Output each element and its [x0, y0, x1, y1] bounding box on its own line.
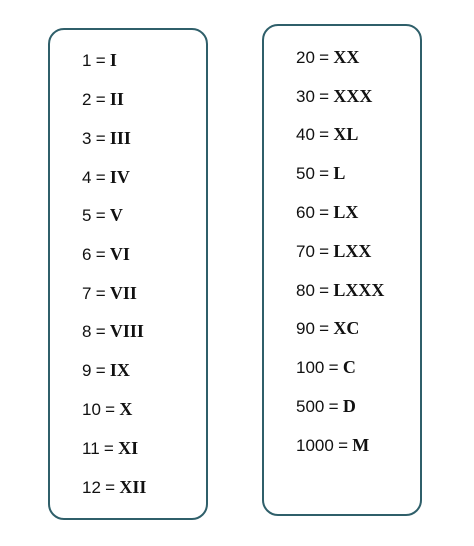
numeral-row	[82, 167, 130, 188]
numeral-row	[296, 396, 356, 417]
equals-sign: =	[95, 322, 106, 341]
equals-sign: =	[95, 361, 106, 380]
roman-numeral: C	[342, 357, 356, 377]
arabic-number: 5	[82, 206, 92, 225]
equals-sign: =	[319, 203, 330, 222]
arabic-number: 6	[82, 245, 92, 264]
numeral-row	[82, 283, 137, 304]
roman-numeral: XC	[333, 318, 360, 338]
numeral-row	[82, 244, 130, 265]
numeral-row	[82, 205, 123, 226]
numeral-row	[82, 89, 124, 110]
roman-numeral: I	[109, 50, 117, 70]
arabic-number: 8	[82, 322, 92, 341]
numeral-row	[296, 86, 372, 107]
equals-sign: =	[95, 90, 106, 109]
arabic-number: 3	[82, 129, 92, 148]
equals-sign: =	[95, 284, 106, 303]
roman-numeral: LXX	[333, 241, 372, 261]
roman-numeral: VI	[109, 244, 130, 264]
numeral-row	[82, 50, 117, 71]
roman-numeral: X	[119, 399, 133, 419]
arabic-number: 20	[296, 48, 315, 67]
arabic-number: 60	[296, 203, 315, 222]
equals-sign: =	[328, 397, 339, 416]
equals-sign: =	[103, 439, 114, 458]
roman-numeral: II	[109, 89, 124, 109]
roman-numeral: LXXX	[333, 280, 385, 300]
arabic-number: 4	[82, 168, 92, 187]
equals-sign: =	[328, 358, 339, 377]
roman-numeral: D	[342, 396, 356, 416]
numeral-row	[82, 399, 132, 420]
roman-numeral: XX	[333, 47, 360, 67]
numeral-row	[296, 202, 358, 223]
arabic-number: 9	[82, 361, 92, 380]
equals-sign: =	[95, 206, 106, 225]
equals-sign: =	[319, 242, 330, 261]
numeral-row	[296, 163, 345, 184]
equals-sign: =	[95, 245, 106, 264]
arabic-number: 30	[296, 87, 315, 106]
roman-numeral: LX	[333, 202, 359, 222]
roman-numeral: VIII	[109, 321, 144, 341]
roman-numeral: III	[109, 128, 131, 148]
equals-sign: =	[105, 478, 116, 497]
numeral-row	[296, 280, 384, 301]
equals-sign: =	[105, 400, 116, 419]
equals-sign: =	[319, 281, 330, 300]
numeral-row	[82, 128, 131, 149]
equals-sign: =	[319, 125, 330, 144]
numeral-row	[296, 124, 358, 145]
equals-sign: =	[338, 436, 349, 455]
arabic-number: 90	[296, 319, 315, 338]
arabic-number: 12	[82, 478, 101, 497]
arabic-number: 70	[296, 242, 315, 261]
arabic-number: 500	[296, 397, 325, 416]
arabic-number: 40	[296, 125, 315, 144]
numeral-row	[296, 241, 371, 262]
roman-numeral: L	[333, 163, 346, 183]
arabic-number: 1000	[296, 436, 334, 455]
numeral-row	[296, 357, 356, 378]
roman-numeral: XL	[333, 124, 359, 144]
arabic-number: 2	[82, 90, 92, 109]
equals-sign: =	[95, 51, 106, 70]
numeral-row	[82, 438, 138, 459]
equals-sign: =	[319, 87, 330, 106]
roman-numeral: XI	[118, 438, 139, 458]
numeral-row	[296, 435, 369, 456]
arabic-number: 10	[82, 400, 101, 419]
equals-sign: =	[95, 129, 106, 148]
roman-numeral: XXX	[333, 86, 373, 106]
numeral-row	[82, 321, 144, 342]
roman-numeral: VII	[109, 283, 137, 303]
equals-sign: =	[319, 164, 330, 183]
equals-sign: =	[319, 319, 330, 338]
roman-numeral: IX	[109, 360, 130, 380]
numeral-row	[296, 318, 359, 339]
roman-numeral: M	[352, 435, 370, 455]
roman-numeral: IV	[109, 167, 130, 187]
numeral-row	[82, 360, 130, 381]
roman-numeral: V	[109, 205, 123, 225]
arabic-number: 100	[296, 358, 325, 377]
arabic-number: 11	[82, 439, 100, 458]
arabic-number: 80	[296, 281, 315, 300]
equals-sign: =	[95, 168, 106, 187]
arabic-number: 50	[296, 164, 315, 183]
numeral-row	[82, 477, 146, 498]
roman-numeral: XII	[119, 477, 147, 497]
equals-sign: =	[319, 48, 330, 67]
arabic-number: 1	[82, 51, 92, 70]
numeral-row	[296, 47, 359, 68]
arabic-number: 7	[82, 284, 92, 303]
